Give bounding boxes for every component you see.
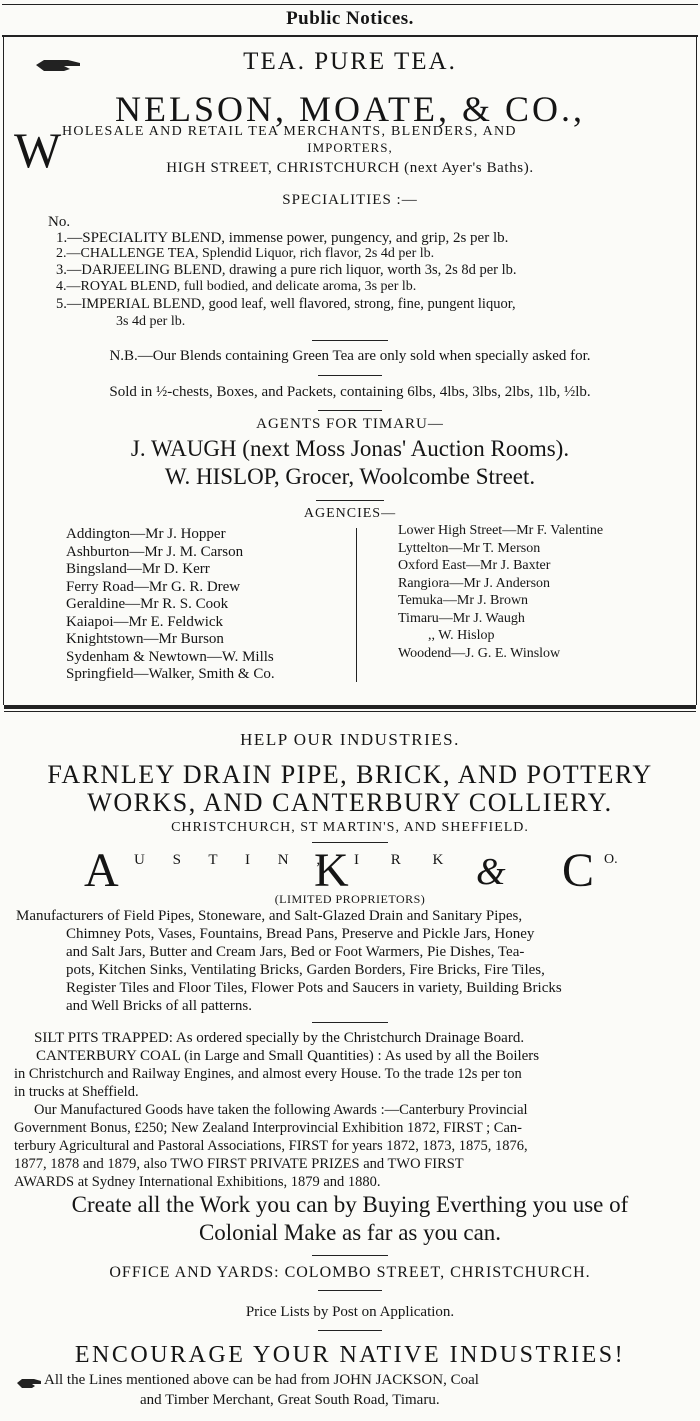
manufacturers-line-6: and Well Bricks of all patterns.	[66, 998, 252, 1014]
wholesale-line: HOLESALE AND RETAIL TEA MERCHANTS, BLENDERS, AND	[62, 124, 517, 139]
agency-right-item: Rangiora—Mr J. Anderson	[398, 575, 551, 591]
agency-left-item: Kaiapoi—Mr E. Feldwick	[66, 613, 224, 630]
price-lists-line: Price Lists by Post on Application.	[245, 1304, 455, 1320]
agencies-right-list	[398, 522, 603, 662]
ad1-right-border	[696, 37, 697, 705]
awards-line-5: AWARDS at Sydney International Exhibitions, 1879 and 1880.	[14, 1174, 381, 1190]
ampersand: &	[476, 851, 506, 893]
header-rule	[2, 35, 698, 37]
agents-heading: AGENTS FOR TIMARU—	[256, 416, 444, 432]
speciality-1: 1.—SPECIALITY BLEND, immense power, pungency, and grip, 2s per lb.	[56, 230, 509, 246]
limited-proprietors: (LIMITED PROPRIETORS)	[274, 892, 426, 906]
agencies-heading: AGENCIES—	[303, 506, 397, 521]
agency-left-item: Geraldine—Mr R. S. Cook	[66, 596, 229, 612]
agency-right-item: Timaru—Mr J. Waugh	[398, 610, 525, 626]
speciality-5: 5.—IMPERIAL BLEND, good leaf, well flavored, strong, fine, pungent liquor,	[56, 296, 516, 312]
pointing-hand-icon	[16, 1376, 42, 1395]
speciality-4: 4.—ROYAL BLEND, full bodied, and delicate aroma, 3s per lb.	[56, 279, 417, 294]
section-title: Public Notices.	[286, 8, 414, 29]
company-name: NELSON, MOATE, & CO.,	[114, 89, 585, 129]
works-line-1: FARNLEY DRAIN PIPE, BRICK, AND POTTERY	[47, 760, 653, 789]
short-rule-7	[312, 1255, 388, 1256]
speciality-5-price: 3s 4d per lb.	[116, 314, 186, 329]
address-line: HIGH STREET, CHRISTCHURCH (next Ayer's Baths).	[166, 160, 534, 176]
agency-right-item: ,, W. Hislop	[428, 628, 495, 643]
short-rule-3	[318, 410, 382, 411]
works-line-2: WORKS, AND CANTERBURY COLLIERY.	[87, 788, 613, 817]
coal-line-3: in trucks at Sheffield.	[14, 1084, 139, 1100]
ad1-left-border	[3, 37, 4, 705]
agency-left-item: Knightstown—Mr Burson	[66, 631, 224, 647]
help-heading: HELP OUR INDUSTRIES.	[240, 730, 460, 749]
awards-line-2: Government Bonus, £250; New Zealand Interprovincial Exhibition 1872, FIRST ; Can-	[14, 1120, 522, 1136]
tea-heading: TEA. PURE TEA.	[243, 48, 457, 75]
agency-left-item: Addington—Mr J. Hopper	[66, 526, 226, 542]
co-rest: O.	[604, 852, 618, 867]
co-big-c: C	[562, 844, 595, 897]
lines-line-2: and Timber Merchant, Great South Road, Timaru.	[140, 1392, 440, 1408]
lines-line-1: All the Lines mentioned above can be had from JOHN JACKSON, Coal	[44, 1372, 479, 1388]
austin-big-a: A	[84, 844, 119, 897]
agencies-divider	[356, 528, 357, 682]
agency-left-item: Springfield—Walker, Smith & Co.	[66, 666, 275, 682]
coal-line-2: in Christchurch and Railway Engines, and almost every House. To the trade 12s per ton	[14, 1066, 522, 1082]
short-rule-8	[318, 1290, 382, 1291]
sold-in-line: Sold in ½-chests, Boxes, and Packets, containing 6lbs, 4lbs, 3lbs, 2lbs, 1lb, ½lb.	[109, 384, 591, 400]
coal-line-1: CANTERBURY COAL (in Large and Small Quantities) : As used by all the Boilers	[36, 1048, 540, 1064]
agency-left-item: Sydenham & Newtown—W. Mills	[66, 648, 274, 665]
top-rule	[2, 4, 698, 5]
awards-line-1: Our Manufactured Goods have taken the following Awards :—Canterbury Provincial	[34, 1102, 528, 1118]
agency-right-item: Lower High Street—Mr F. Valentine	[398, 523, 604, 538]
agency-left-item: Ashburton—Mr J. M. Carson	[66, 543, 244, 560]
manufacturers-line-5: Register Tiles and Floor Tiles, Flower Pots and Saucers in variety, Building Bricks	[66, 980, 562, 996]
manufacturers-line-4: pots, Kitchen Sinks, Ventilating Bricks, Garden Borders, Fire Bricks, Fire Tiles,	[66, 962, 545, 978]
austin-rest: U S T I N ,	[134, 852, 333, 868]
kirk-rest: I R K	[354, 852, 458, 868]
short-rule-1	[312, 340, 388, 341]
create-line-2: Colonial Make as far as you can.	[198, 1220, 502, 1245]
no-label: No.	[48, 214, 71, 230]
awards-line-3: terbury Agricultural and Pastoral Associations, FIRST for years 1872, 1873, 1875, 1876,	[14, 1138, 528, 1154]
nb-line: N.B.—Our Blends containing Green Tea are only sold when specially asked for.	[109, 348, 591, 364]
short-rule-6	[312, 1022, 388, 1023]
short-rule-2	[318, 375, 382, 376]
manufacturers-line-3: and Salt Jars, Butter and Cream Jars, Bed or Foot Warmers, Pie Dishes, Tea-	[66, 944, 525, 960]
short-rule-5	[312, 842, 388, 843]
create-line-1: Create all the Work you can by Buying Everthing you use of	[71, 1192, 629, 1217]
agent-waugh: J. WAUGH (next Moss Jonas' Auction Rooms).	[130, 436, 570, 461]
importers-line: IMPORTERS,	[307, 140, 393, 155]
agency-right-item: Woodend—J. G. E. Winslow	[398, 645, 561, 661]
encourage-line: ENCOURAGE YOUR NATIVE INDUSTRIES!	[74, 1342, 626, 1368]
agency-right-item: Temuka—Mr J. Brown	[398, 593, 529, 608]
ad-separator-thin	[4, 711, 696, 712]
agent-hislop: W. HISLOP, Grocer, Woolcombe Street.	[164, 464, 536, 489]
silt-line: SILT PITS TRAPPED: As ordered specially by the Christchurch Drainage Board.	[34, 1030, 525, 1046]
agency-left-item: Ferry Road—Mr G. R. Drew	[66, 578, 241, 595]
awards-line-4: 1877, 1878 and 1879, also TWO FIRST PRIVATE PRIZES and TWO FIRST	[14, 1156, 464, 1172]
manufacturers-line-2: Chimney Pots, Vases, Fountains, Bread Pans, Preserve and Pickle Jars, Honey	[66, 926, 535, 942]
wholesale-big-w: W	[14, 122, 62, 178]
locations-line: CHRISTCHURCH, ST MARTIN'S, AND SHEFFIELD.	[171, 820, 529, 835]
office-line: OFFICE AND YARDS: COLOMBO STREET, CHRISTCHURCH.	[109, 1264, 591, 1281]
short-rule-9	[318, 1330, 382, 1331]
specialities-heading: SPECIALITIES :—	[282, 192, 418, 208]
agency-right-item: Oxford East—Mr J. Baxter	[398, 558, 551, 573]
agency-left-item: Bingsland—Mr D. Kerr	[66, 561, 210, 577]
agency-right-item: Lyttelton—Mr T. Merson	[398, 540, 541, 556]
speciality-3: 3.—DARJEELING BLEND, drawing a pure rich liquor, worth 3s, 2s 8d per lb.	[56, 262, 517, 278]
kirk-big-k: K	[314, 844, 349, 897]
agencies-left-list	[66, 526, 275, 684]
speciality-2: 2.—CHALLENGE TEA, Splendid Liquor, rich flavor, 2s 4d per lb.	[56, 246, 435, 261]
manufacturers-line-1: Manufacturers of Field Pipes, Stoneware, and Salt-Glazed Drain and Sanitary Pipes,	[16, 908, 523, 924]
short-rule-4	[316, 500, 384, 501]
ad-separator	[4, 705, 696, 709]
